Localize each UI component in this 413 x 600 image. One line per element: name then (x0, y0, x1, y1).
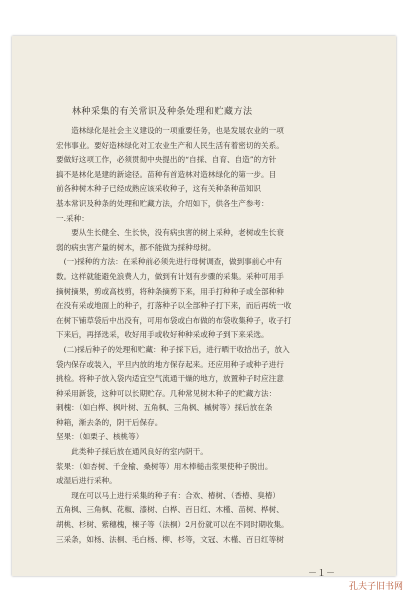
watermark: 孔夫子旧书网 (348, 582, 403, 592)
text-line: 此类种子採后放在通风良好的室内阴干。 (71, 447, 208, 457)
text-line: 要从生长健全、生长快，没有病虫害的树上采种，老树或生长衰 (71, 228, 284, 238)
text-line: 在树下铺草袋后中出没有，可用布袋或白布做的布袋收集种子，收子打 (56, 315, 292, 325)
document-title: 林种采集的有关常识及种条处理和贮藏方法 (72, 107, 253, 117)
text-line: 要做好这项工作，必须贯彻中央提出的“自採、自育、自造”的方针 (56, 155, 277, 165)
text-line: 种采用新袋，这种可以长期贮存。几种常见树木种子的贮藏方法： (56, 388, 277, 398)
text-line: (一)採种的方法：在采种前必须先进行母树调查，做到事前心中有 (63, 257, 283, 267)
text-line: 刺槐：（如白桦、枫叶树、五角枫、三角枫、槭树等）採后放在条 (56, 403, 273, 413)
text-line: 前各种树木种子已经成熟应该采收种子，这有关种条种苗知识 (56, 184, 262, 194)
text-line: 造林绿化是社会主义建设的一项重要任务，也是发展农业的一项 (71, 126, 284, 135)
text-line: 或湿后进行采种。 (56, 476, 117, 486)
page-number: －１－ (308, 569, 336, 579)
section-heading: 一.采种： (56, 213, 89, 223)
text-line: 胡桃、杉树、紫穗槐，楝子等（法桐）2月份就可以在不同时期收集。 (56, 520, 289, 530)
document-body (56, 124, 392, 547)
text-line: 在没有采或地面上的种子，打落种子以全部种子打下来，而后再统一收 (56, 301, 292, 311)
text-line: 宏伟事业。要好造林绿化对工农业生产和人民生活有着密切的关系。 (56, 140, 284, 150)
text-line: 浆果：（如杏树、千金榆、桑树等）用木棒槌击浆果使种子脱出。 (56, 461, 273, 471)
text-line: 搞不是林化是建的新途径。苗种有首造林对造林绿化的第一步。目 (56, 169, 277, 179)
text-line: 摘树摘果，剪或高枝剪，将种条摘剪下来，用手打种种子或全部种种 (56, 286, 284, 296)
text-line: 坚果：（如栗子、核桃等） (56, 432, 144, 442)
text-line: 现在可以马上进行采集的种子有：合欢、椿树、（香椿、臭椿） (71, 490, 281, 500)
text-line: 种箱，渐去条的，阴干后保存。 (56, 417, 163, 427)
text-line: 袋内保存或装入，平旦内放的地方保存起来。还应用种子或种子进行 (56, 359, 284, 369)
text-line: 挑检。将种子放入袋内适宜空气流通干燥的地方，放置种子时应注意 (56, 374, 284, 384)
text-line: 弱的病虫害产量的树木，都不能做为採种母树。 (56, 242, 216, 252)
text-line: 三采条，如杨、法桐、毛白杨、柳、杉等，文冠、木槿、百日红等树 (56, 534, 284, 544)
document-page (12, 36, 396, 579)
text-line: 基本常识及种条的处理和贮藏方法，介绍如下，供各生产参考： (56, 198, 269, 208)
text-line: 五角枫、三角枫、花椒、漆树、白桦、百日红、木槿、苗树、桦树、 (56, 505, 284, 515)
text-line: (二)採后种子的处理和贮藏：种子採下后，进行晒干收拾出子，放入 (63, 344, 290, 354)
text-line: 数。这样就能避免浪费人力，做到有计划有步骤的采集。采种可用手 (56, 271, 284, 281)
text-line: 下来后，再择选采，收好用手或收好种种采或种子到下来采选。 (56, 330, 269, 340)
